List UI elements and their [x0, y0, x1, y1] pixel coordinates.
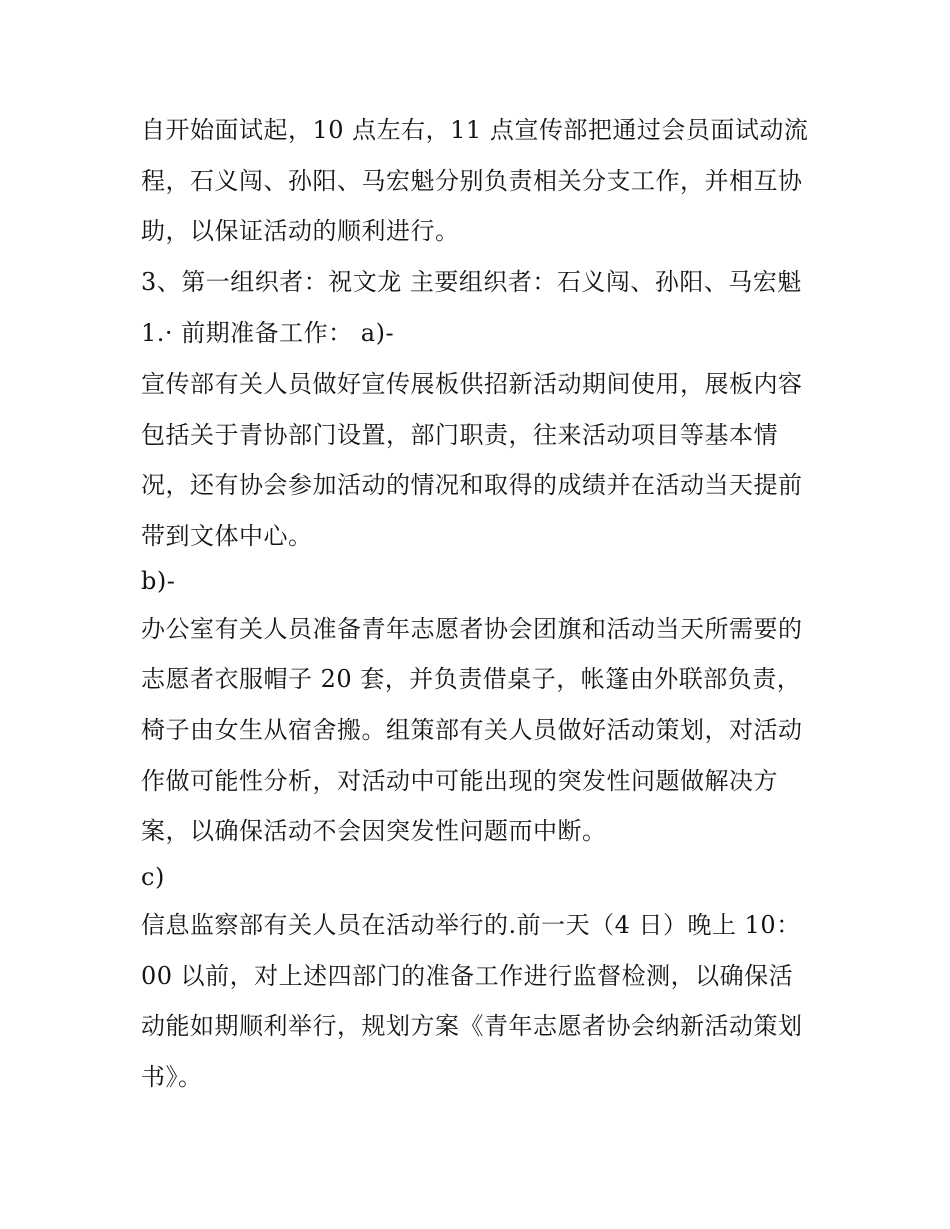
text-line: 办公室有关人员准备青年志愿者协会团旗和活动当天所需要的	[141, 615, 803, 643]
text-line: 1.· 前期准备工作： a)-	[141, 319, 395, 347]
text-line: 作做可能性分析，对活动中可能出现的突发性问题做解决方	[141, 767, 778, 795]
text-line: c)	[141, 863, 165, 891]
text-line: 书》。	[141, 1063, 203, 1091]
text-line: 3、第一组织者：祝文龙 主要组织者：石义闯、孙阳、马宏魁	[141, 268, 802, 296]
text-line: 包括关于青协部门设置，部门职责，往来活动项目等基本情	[141, 421, 778, 449]
text-line: 宣传部有关人员做好宣传展板供招新活动期间使用，展板内容	[141, 370, 803, 398]
text-line: 动能如期顺利举行，规划方案《青年志愿者协会纳新活动策划	[141, 1012, 803, 1040]
text-line: 况，还有协会参加活动的情况和取得的成绩并在活动当天提前	[141, 471, 803, 499]
text-line: 椅子由女生从宿舍搬。组策部有关人员做好活动策划，对活动	[141, 716, 803, 744]
text-line: 自开始面试起，10 点左右，11 点宣传部把通过会员面试动流	[141, 116, 809, 144]
text-line: 案，以确保活动不会因突发性问题而中断。	[141, 817, 607, 845]
text-line: 00 以前，对上述四部门的准备工作进行监督检测，以确保活	[141, 962, 794, 990]
text-line: 信息监察部有关人员在活动举行的.前一天（4 日）晚上 10：	[141, 911, 801, 939]
text-line: 助，以保证活动的顺利进行。	[141, 217, 460, 245]
text-line: b)-	[141, 567, 176, 595]
text-line: 带到文体中心。	[141, 522, 313, 550]
text-line: 志愿者衣服帽子 20 套，并负责借桌子，帐篷由外联部负责，	[141, 665, 802, 693]
text-line: 程，石义闯、孙阳、马宏魁分别负责相关分支工作，并相互协	[141, 167, 803, 195]
